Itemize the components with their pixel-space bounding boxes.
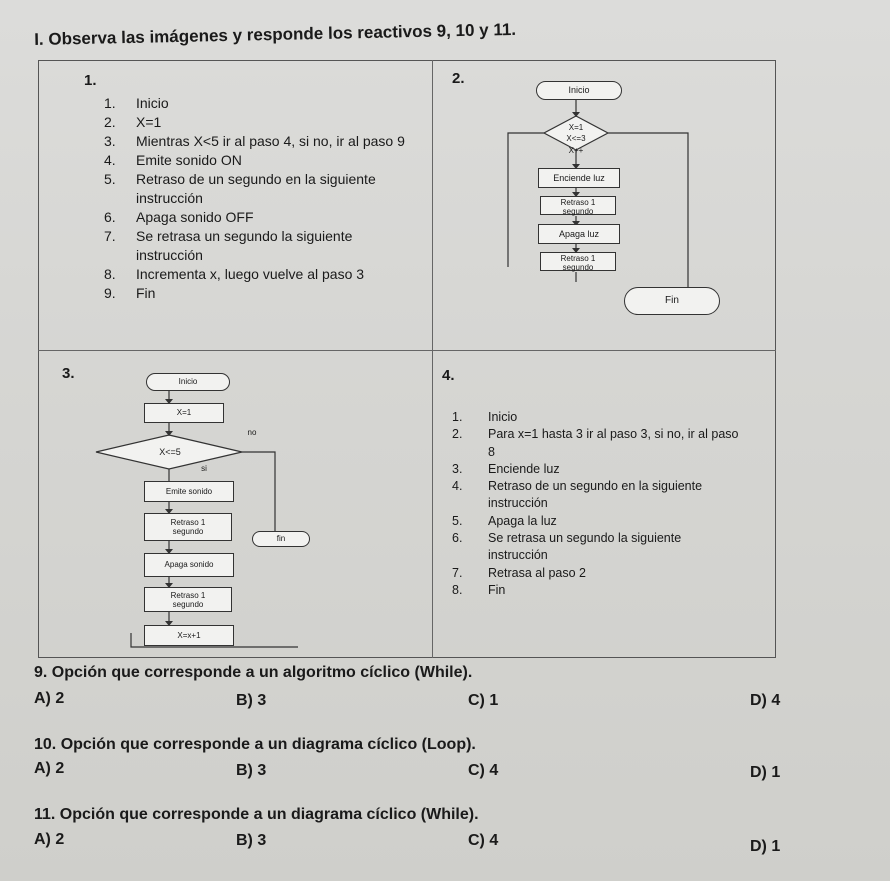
step-line: 1. Inicio — [104, 95, 169, 111]
retraso-label: segundo — [562, 263, 594, 272]
cell3-apaga: Apaga sonido — [144, 553, 234, 577]
step-line: 9. Fin — [104, 285, 156, 301]
question-9-option-c[interactable]: C) 1 — [468, 692, 499, 709]
cell3-no-label: no — [247, 428, 257, 437]
cell4-steps — [452, 409, 739, 599]
question-10-option-b[interactable]: B) 3 — [236, 762, 267, 779]
cell3-x-init: X=1 — [144, 403, 224, 423]
step-line: 2. X=1 — [104, 114, 162, 130]
step-line: 7. Retrasa al paso 2 — [452, 565, 586, 580]
cell2-fin: Fin — [624, 287, 720, 315]
cell2-condition: X<=3 — [566, 134, 586, 143]
retraso-label: segundo — [562, 207, 594, 216]
step-line: 2. Para x=1 hasta 3 ir al paso 3, si no, ir al paso — [452, 427, 739, 442]
retraso-label: segundo — [172, 600, 204, 609]
page-heading: I. Observa las imágenes y responde los reactivos 9, 10 y 11. — [34, 19, 517, 49]
retraso-label: Retraso 1 — [560, 254, 596, 263]
step-line: instrucción — [136, 190, 203, 206]
cell2-x-init: X=1 — [568, 123, 584, 132]
retraso-label: segundo — [172, 527, 204, 536]
cell2-inicio: Inicio — [536, 81, 622, 100]
cell2-enciende: Enciende luz — [538, 168, 620, 188]
step-line: 3. Enciende luz — [452, 461, 560, 476]
cell2-apaga: Apaga luz — [538, 224, 620, 244]
step-line: 3. Mientras X<5 ir al paso 4, si no, ir al paso 9 — [104, 133, 405, 149]
question-10-option-c[interactable]: C) 4 — [468, 762, 499, 779]
retraso-label: Retraso 1 — [560, 198, 596, 207]
step-line: instrucción — [488, 548, 548, 563]
question-11-option-a[interactable]: A) 2 — [34, 831, 65, 848]
retraso-label: Retraso 1 — [170, 518, 206, 527]
cell3-fin: fin — [252, 531, 310, 547]
step-line: 8 — [488, 444, 495, 459]
cell3-condition: X<=5 — [159, 447, 181, 457]
cell3-increment: X=x+1 — [144, 625, 234, 646]
question-11-option-b[interactable]: B) 3 — [236, 832, 267, 849]
question-11-option-d[interactable]: D) 1 — [750, 838, 781, 855]
cell2-increment: X++ — [568, 146, 584, 155]
cell3-number: 3. — [62, 365, 75, 382]
question-11-option-c[interactable]: C) 4 — [468, 832, 499, 849]
cell3-connectors — [38, 350, 432, 658]
question-9-option-d[interactable]: D) 4 — [750, 692, 781, 709]
step-line: instrucción — [136, 247, 203, 263]
step-line: 6. Se retrasa un segundo la siguiente — [452, 531, 682, 546]
cell3-inicio: Inicio — [146, 373, 230, 391]
step-line: 1. Inicio — [452, 410, 518, 424]
cell2-retraso-1 — [540, 196, 616, 215]
cell1-steps — [104, 94, 405, 303]
question-9-option-b[interactable]: B) 3 — [236, 692, 267, 709]
step-line: 8. Fin — [452, 582, 506, 597]
cell2-retraso-2 — [540, 252, 616, 271]
question-10-option-d[interactable]: D) 1 — [750, 764, 781, 781]
step-line: 6. Apaga sonido OFF — [104, 209, 254, 225]
step-line: 4. Retraso de un segundo en la siguiente — [452, 479, 703, 494]
step-line: 8. Incrementa x, luego vuelve al paso 3 — [104, 266, 365, 282]
step-line: 4. Emite sonido ON — [104, 152, 242, 168]
cell3-retraso-2 — [144, 587, 232, 612]
step-line: 7. Se retrasa un segundo la siguiente — [104, 228, 353, 244]
retraso-label: Retraso 1 — [170, 591, 206, 600]
question-9-option-a[interactable]: A) 2 — [34, 690, 65, 707]
question-10: 10. Opción que corresponde a un diagrama cíclico (Loop). — [34, 736, 476, 753]
cell4-number: 4. — [442, 367, 455, 384]
step-line: 5. Apaga la luz — [452, 513, 557, 528]
question-10-option-a[interactable]: A) 2 — [34, 760, 65, 777]
step-line: instrucción — [488, 496, 548, 511]
question-11: 11. Opción que corresponde a un diagrama cíclico (While). — [34, 806, 479, 823]
cell3-si-label: si — [201, 464, 207, 473]
cell3-retraso-1 — [144, 513, 232, 541]
cell3-emite: Emite sonido — [144, 481, 234, 502]
cell1-number: 1. — [84, 72, 97, 89]
question-9: 9. Opción que corresponde a un algoritmo cíclico (While). — [34, 664, 473, 681]
cell2-number: 2. — [452, 70, 465, 87]
step-line: 5. Retraso de un segundo en la siguiente — [104, 171, 376, 187]
